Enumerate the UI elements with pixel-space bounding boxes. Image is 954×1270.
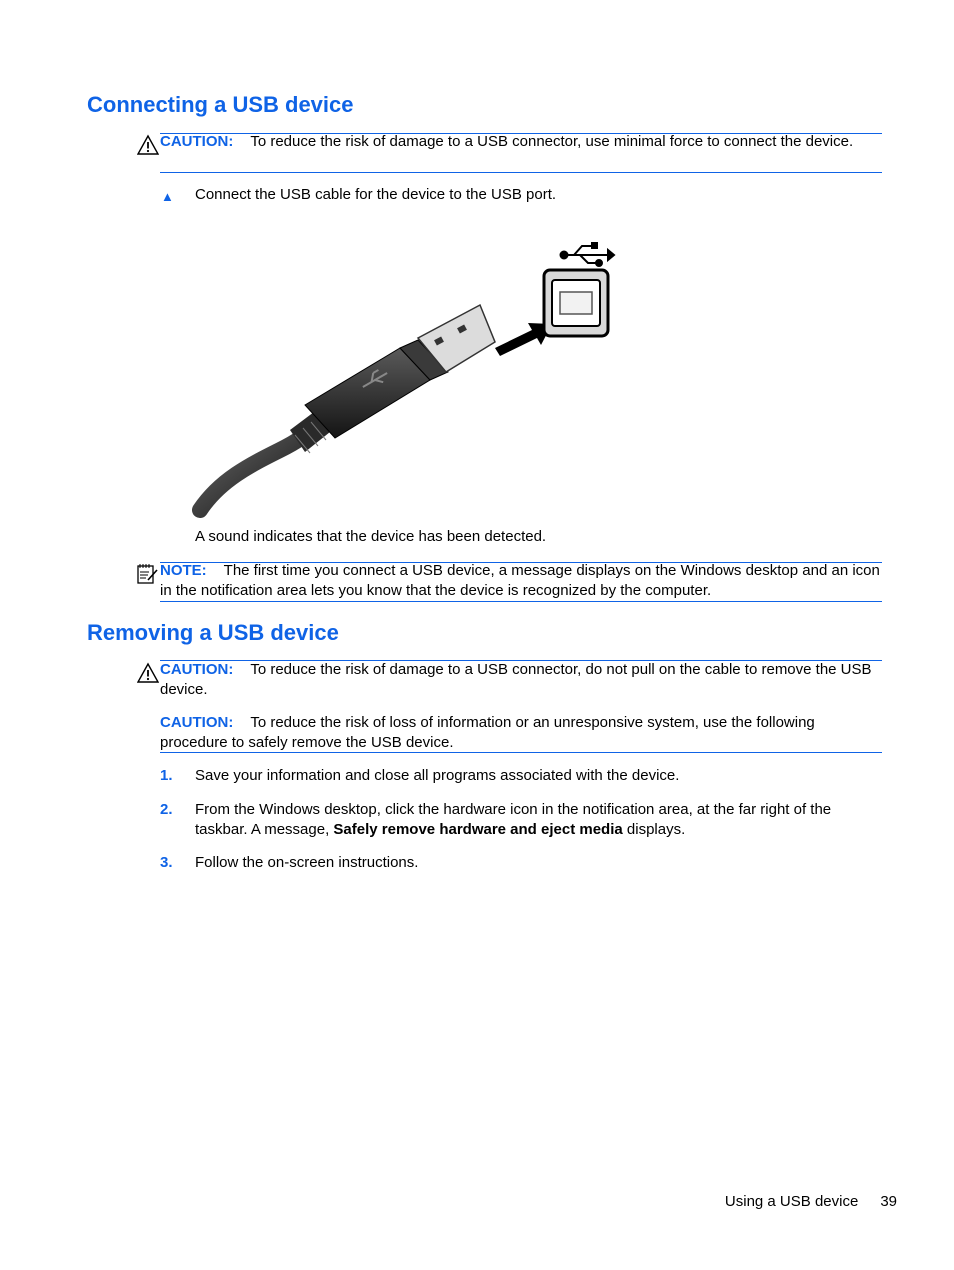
page-number: 39 xyxy=(880,1193,897,1210)
usb-plug-body xyxy=(305,348,430,438)
step-number: 2. xyxy=(160,801,173,818)
caution-label: CAUTION: xyxy=(160,714,234,731)
step-instruction: Connect the USB cable for the device to the USB port. xyxy=(195,186,557,203)
note-callout xyxy=(160,561,882,600)
footer-title: Using a USB device xyxy=(724,1193,859,1210)
caution-label: CAUTION: xyxy=(160,133,234,150)
usb-trident-icon xyxy=(561,243,615,266)
step-text-bold: Safely remove hardware and eject media xyxy=(333,820,623,838)
section-heading-removing: Removing a USB device xyxy=(87,620,339,645)
triangle-bullet-icon: ▲ xyxy=(161,189,174,204)
section-heading-connecting: Connecting a USB device xyxy=(87,92,354,117)
step-text: Save your information and close all programs associated with the device. xyxy=(195,767,680,784)
step-text-before: From the Windows desktop, click the hardware icon in the notification area, at the far right of the taskbar. A message, xyxy=(195,801,832,838)
warning-triangle-icon xyxy=(137,662,159,684)
note-pad-icon xyxy=(136,563,158,585)
caution-text: To reduce the risk of damage to a USB connector, do not pull on the cable to remove the USB device. xyxy=(160,661,872,698)
usb-connect-figure xyxy=(190,230,630,520)
step-text xyxy=(195,800,881,839)
caution-bottom-rule xyxy=(160,172,882,173)
caution-callout-1 xyxy=(160,660,882,699)
caution-text: To reduce the risk of damage to a USB connector, use minimal force to connect the device. xyxy=(250,133,854,150)
note-bottom-rule xyxy=(160,601,882,602)
step-number: 1. xyxy=(160,767,173,784)
note-text: The first time you connect a USB device, a message displays on the Windows desktop and an icon in the notification area lets you know that the device is recognized by the computer. xyxy=(160,562,880,599)
usb-port-icon xyxy=(544,270,608,336)
warning-triangle-icon xyxy=(137,134,159,156)
caution-text: To reduce the risk of loss of information or an unresponsive system, use the following procedure to safely remove the USB device. xyxy=(160,714,815,751)
caution2-bottom-rule xyxy=(160,752,882,753)
caution-callout-2 xyxy=(160,713,882,752)
page-footer xyxy=(725,1192,897,1212)
usb-cable xyxy=(200,430,310,510)
detection-sentence: A sound indicates that the device has been detected. xyxy=(195,528,547,545)
step-number: 3. xyxy=(160,854,173,871)
note-label: NOTE: xyxy=(160,562,207,579)
caution-label: CAUTION: xyxy=(160,661,234,678)
caution-callout xyxy=(160,132,882,152)
step-text: Follow the on-screen instructions. xyxy=(195,854,419,871)
step-text-after: displays. xyxy=(626,820,686,838)
